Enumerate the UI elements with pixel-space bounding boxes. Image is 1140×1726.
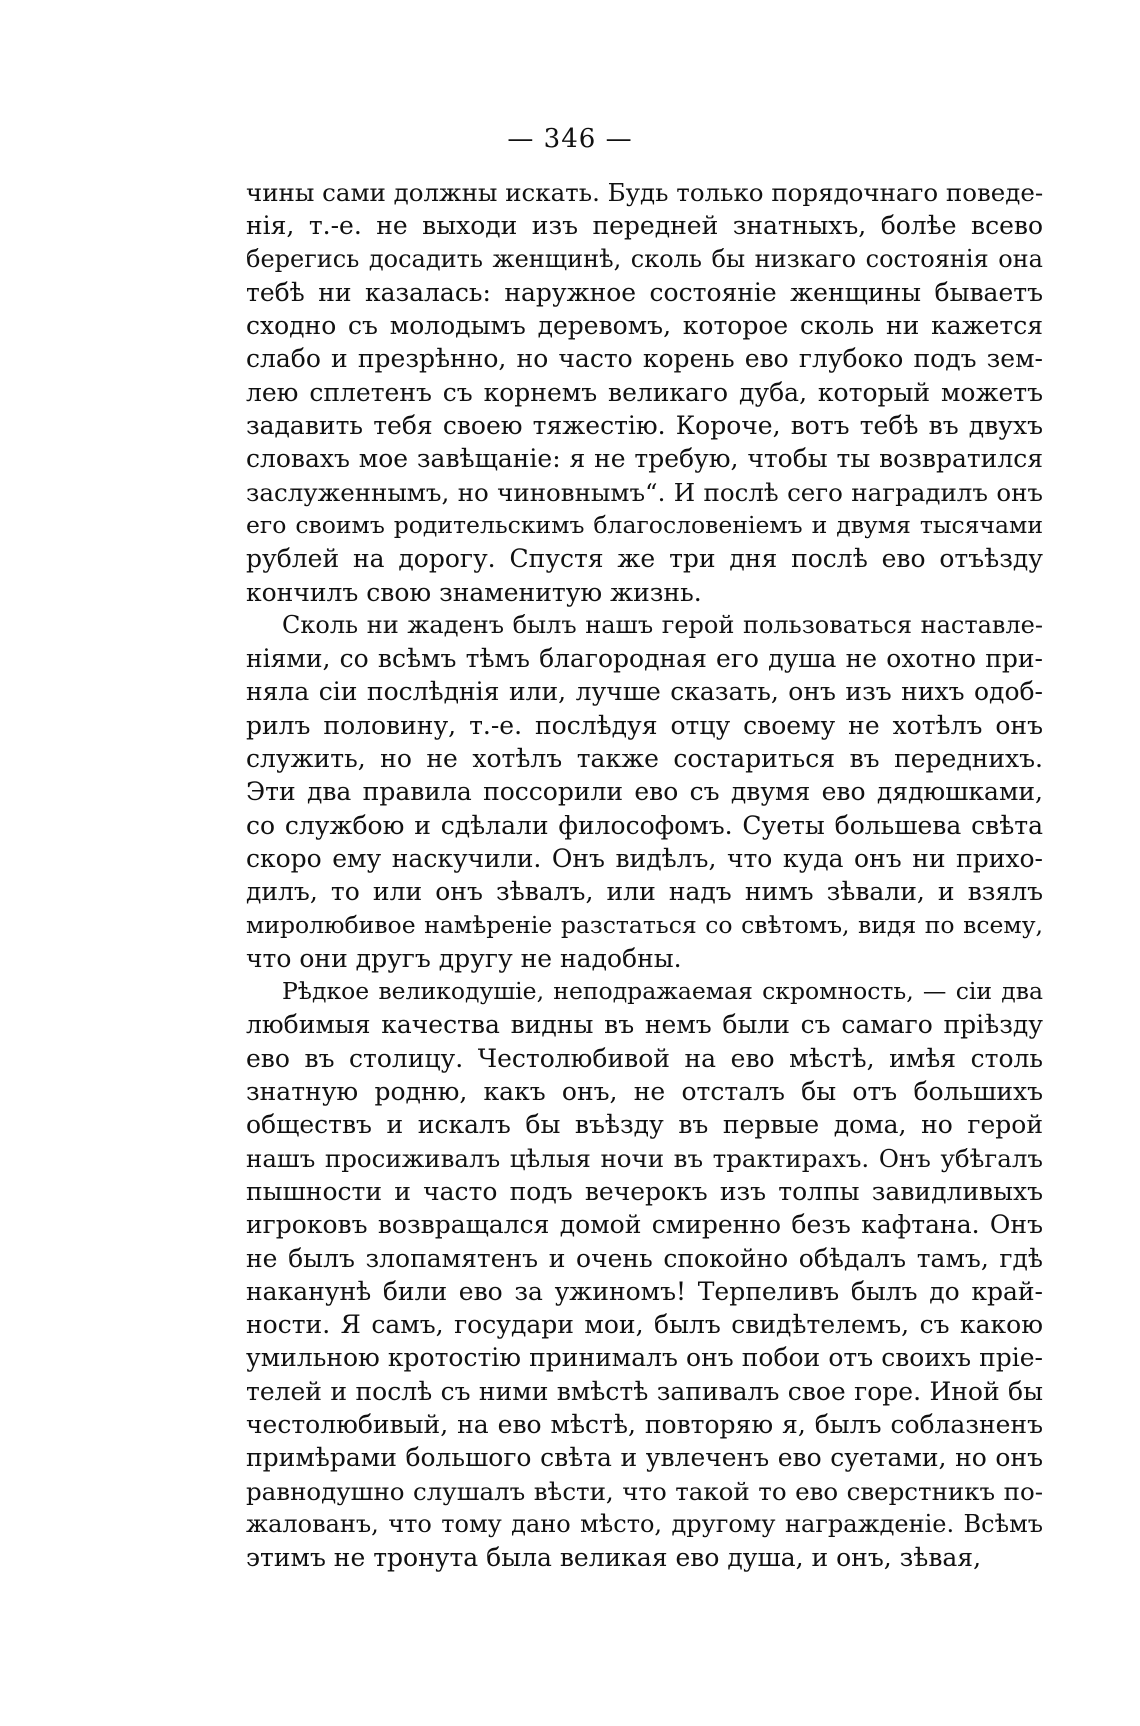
text-line: слабо и презрѣнно, но часто корень ево глубоко подъ зем- [246, 344, 1043, 374]
text-line: игроковъ возвращался домой смиренно безъ кафтана. Онъ [246, 1210, 1043, 1240]
text-line: задавить тебя своею тяжестію. Короче, вотъ тебѣ въ двухъ [246, 411, 1043, 441]
text-line: нія, т.-е. не выходи изъ передней знатныхъ, болѣе всево [246, 211, 1043, 241]
body-text [246, 176, 1043, 1574]
text-line: кончилъ свою знаменитую жизнь. [246, 577, 702, 607]
text-line: ности. Я самъ, государи мои, былъ свидѣтелемъ, съ какою [246, 1310, 1043, 1340]
text-line: его своимъ родительскимъ благословеніемъ и двумя тысячами [246, 510, 1043, 539]
text-line: умильною кротостію принималъ онъ побои отъ своихъ пріе- [246, 1343, 1043, 1373]
text-line: жалованъ, что тому дано мѣсто, другому награжденіе. Всѣмъ [246, 1509, 1043, 1538]
text-line: Рѣдкое великодушіе, неподражаемая скромность, — сіи два [282, 977, 1043, 1006]
text-line: заслуженнымъ, но чиновнымъ“. И послѣ сего наградилъ онъ [246, 477, 1043, 507]
paragraph [246, 975, 1043, 1574]
text-line: лею сплетенъ съ корнемъ великаго дуба, который можетъ [246, 377, 1043, 407]
text-line: няла сіи послѣднія или, лучше сказать, онъ изъ нихъ одоб- [246, 677, 1043, 707]
text-line: честолюбивый, на ево мѣстѣ, повторяю я, былъ соблазненъ [246, 1409, 1043, 1439]
text-line: миролюбивое намѣреніе разстаться со свѣтомъ, видя по всему, [246, 910, 1043, 939]
text-line: берегись досадить женщинѣ, сколь бы низкаго состоянія она [246, 244, 1043, 273]
text-line: обществъ и искалъ бы въѣзду въ первые дома, но герой [246, 1110, 1043, 1140]
text-line: равнодушно слушалъ вѣсти, что такой то ево сверстникъ по- [246, 1476, 1043, 1506]
text-line: что они другъ другу не надобны. [246, 943, 682, 973]
text-line: тебѣ ни казалась: наружное состояніе женщины бываетъ [246, 277, 1043, 307]
text-line: Эти два правила поссорили ево съ двумя ево дядюшками, [246, 777, 1043, 807]
text-line: ево въ столицу. Честолюбивой на ево мѣстѣ, имѣя столь [246, 1043, 1043, 1073]
text-line: наканунѣ били ево за ужиномъ! Терпеливъ былъ до край- [246, 1276, 1043, 1306]
text-line: этимъ не тронута была великая ево душа, и онъ, зѣвая, [246, 1543, 982, 1573]
text-line: примѣрами большого свѣта и увлеченъ ево суетами, но онъ [246, 1443, 1043, 1473]
paragraph [246, 176, 1043, 609]
text-line: нашъ просиживалъ цѣлыя ночи въ трактирахъ. Онъ убѣгалъ [246, 1143, 1043, 1173]
text-line: сходно съ молодымъ деревомъ, которое сколь ни кажется [246, 311, 1043, 341]
text-line: дилъ, то или онъ зѣвалъ, или надъ нимъ зѣвали, и взялъ [246, 877, 1043, 907]
text-line: знатную родню, какъ онъ, не отсталъ бы отъ большихъ [246, 1077, 1043, 1107]
text-line: ніями, со всѣмъ тѣмъ благородная его душа не охотно при- [246, 644, 1043, 674]
text-line: словахъ мое завѣщаніе: я не требую, чтобы ты возвратился [246, 444, 1043, 474]
text-line: не былъ злопамятенъ и очень спокойно обѣдалъ тамъ, гдѣ [246, 1243, 1043, 1273]
text-line: скоро ему наскучили. Онъ видѣлъ, что куда онъ ни прихо- [246, 843, 1043, 873]
text-line: пышности и часто подъ вечерокъ изъ толпы завидливыхъ [246, 1176, 1043, 1206]
page-number: — 346 — [507, 124, 633, 154]
paragraph [246, 609, 1043, 975]
text-line: Сколь ни жаденъ былъ нашъ герой пользоваться наставле- [282, 610, 1043, 639]
text-line: любимыя качества видны въ немъ были съ самаго пріѣзду [246, 1010, 1043, 1040]
text-line: рублей на дорогу. Спустя же три дня послѣ ево отъѣзду [246, 544, 1043, 574]
text-line: служить, но не хотѣлъ также состариться въ переднихъ. [246, 744, 1043, 774]
text-line: со службою и сдѣлали философомъ. Суеты большева свѣта [246, 810, 1043, 840]
text-line: чины сами должны искать. Будь только порядочнаго поведе- [246, 178, 1044, 207]
text-line: рилъ половину, т.-е. послѣдуя отцу своему не хотѣлъ онъ [246, 710, 1043, 740]
text-line: телей и послѣ съ ними вмѣстѣ запивалъ свое горе. Иной бы [246, 1376, 1043, 1406]
